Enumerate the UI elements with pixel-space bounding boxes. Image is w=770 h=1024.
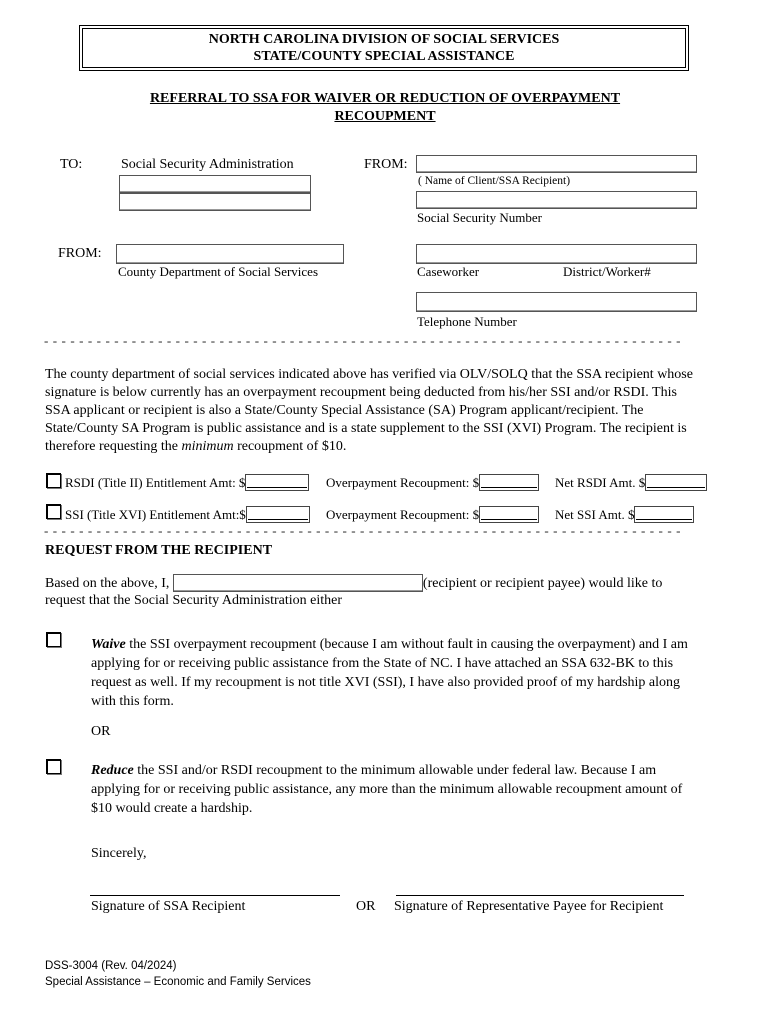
form-title-line2: RECOUPMENT: [334, 109, 436, 124]
reduce-option-text: [91, 761, 691, 818]
rsdi-net-row: [555, 474, 707, 491]
client-name-field[interactable]: [416, 155, 697, 173]
footer-division: Special Assistance – Economic and Family Services: [45, 976, 311, 988]
payee-signature-line[interactable]: [396, 895, 684, 896]
intro-text-end: recoupment of $10.: [233, 439, 347, 454]
county-dss-caption: County Department of Social Services: [118, 264, 319, 279]
based-on-text: Based on the above, I,: [45, 576, 170, 591]
rsdi-checkbox[interactable]: [46, 473, 61, 488]
to-address-line2-field[interactable]: [119, 193, 311, 211]
ssi-overpayment-row: [326, 506, 539, 523]
rsdi-entitlement-field[interactable]: [245, 474, 309, 491]
reduce-checkbox[interactable]: [46, 759, 61, 774]
ssi-net-row: [555, 506, 694, 523]
ssn-field[interactable]: [416, 191, 697, 209]
sincerely-text: Sincerely,: [91, 846, 147, 861]
ssn-caption: Social Security Number: [417, 210, 542, 225]
reduce-word: Reduce: [91, 763, 134, 778]
rsdi-entitlement-label: RSDI (Title II) Entitlement Amt: $: [65, 475, 246, 490]
form-title-line1: REFERRAL TO SSA FOR WAIVER OR REDUCTION OF OVERPAYMENT: [149, 91, 621, 106]
form-number: DSS-3004 (Rev. 04/2024): [45, 960, 177, 972]
ssi-entitlement-label: SSI (Title XVI) Entitlement Amt:$: [65, 507, 246, 522]
caseworker-caption: Caseworker: [417, 264, 480, 279]
rsdi-net-field[interactable]: [645, 474, 707, 491]
waive-checkbox[interactable]: [46, 632, 61, 647]
request-heading: REQUEST FROM THE RECIPIENT: [45, 543, 273, 558]
district-worker-caption: District/Worker#: [563, 264, 651, 279]
waive-description: the SSI overpayment recoupment (because I am without fault in causing the overpayment) and I am applying for or receiving public assistance from the State of NC. I have attached an SSA 632-BK to this request as well. If my recoupment is not title XVI (SSI), I have also provided proof of my hardship along with this form.: [91, 637, 688, 709]
caseworker-field[interactable]: [416, 244, 697, 264]
intro-paragraph: [45, 366, 695, 456]
ssi-checkbox[interactable]: [46, 504, 61, 519]
program-name: STATE/COUNTY SPECIAL ASSISTANCE: [253, 49, 515, 64]
would-like-text: (recipient or recipient payee) would like to: [422, 576, 663, 591]
telephone-caption: Telephone Number: [417, 314, 517, 329]
to-value: Social Security Administration: [121, 157, 294, 172]
divider-dashes-bottom: - - - - - - - - - - - - - - - - - - - - - - - - - - - - - - - - - - - - - - - - - - - - - - - - - - - - - - - - - - - - - - - - - - - - - - - - -: [44, 523, 682, 538]
ssi-entitlement-field[interactable]: [246, 506, 310, 523]
ssi-amount-row: [65, 506, 310, 523]
request-intro-line1: [45, 574, 662, 592]
form-title: [100, 90, 670, 126]
intro-emphasis: minimum: [181, 439, 234, 454]
rsdi-overpayment-field[interactable]: [479, 474, 539, 491]
footer: [45, 958, 311, 990]
agency-header: [82, 28, 686, 68]
reduce-description: the SSI and/or RSDI recoupment to the minimum allowable under federal law. Because I am applying for or receiving public assistance, any more than the minimum allowable recoupment amount of $10 would create a hardship.: [91, 763, 683, 816]
from-county-label: FROM:: [58, 246, 102, 261]
recipient-signature-line[interactable]: [90, 895, 340, 896]
to-label: TO:: [60, 157, 83, 172]
ssi-net-field[interactable]: [634, 506, 694, 523]
from-client-label: FROM:: [364, 157, 408, 172]
rsdi-net-label: Net RSDI Amt. $: [555, 475, 646, 490]
to-address-line1-field[interactable]: [119, 175, 311, 193]
signature-or: OR: [356, 899, 376, 914]
recipient-signature-label: Signature of SSA Recipient: [91, 899, 246, 914]
rsdi-overpayment-row: [326, 474, 539, 491]
waive-word: Waive: [91, 637, 126, 652]
county-dss-field[interactable]: [116, 244, 344, 264]
request-intro-line2: request that the Social Security Administration either: [45, 593, 343, 608]
telephone-field[interactable]: [416, 292, 697, 312]
payee-signature-label: Signature of Representative Payee for Recipient: [394, 899, 664, 914]
agency-name: NORTH CAROLINA DIVISION OF SOCIAL SERVICES: [208, 32, 560, 47]
intro-text: The county department of social services indicated above has verified via OLV/SOLQ that the SSA recipient whose signature is below currently has an overpayment recoupment being deducted from his/her SSI and/or RSDI. This SSA applicant or recipient is also a State/County Special Assistance (SA) Program applicant/recipient. The State/County SA Program is public assistance and is a state supplement to the SSI (XVI) Program. The recipient is therefore requesting the: [45, 367, 693, 454]
rsdi-overpayment-label: Overpayment Recoupment: $: [326, 475, 480, 490]
recipient-name-field[interactable]: [173, 574, 423, 592]
divider-dashes-top: - - - - - - - - - - - - - - - - - - - - - - - - - - - - - - - - - - - - - - - - - - - - - - - - - - - - - - - - - - - - - - - - - - - - - - - - -: [44, 333, 682, 348]
client-name-caption: ( Name of Client/SSA Recipient): [418, 175, 571, 187]
ssi-overpayment-field[interactable]: [479, 506, 539, 523]
rsdi-amount-row: [65, 474, 309, 491]
ssi-net-label: Net SSI Amt. $: [555, 507, 635, 522]
waive-option-text: [91, 635, 691, 711]
or-separator: OR: [91, 724, 111, 739]
ssi-overpayment-label: Overpayment Recoupment: $: [326, 507, 480, 522]
